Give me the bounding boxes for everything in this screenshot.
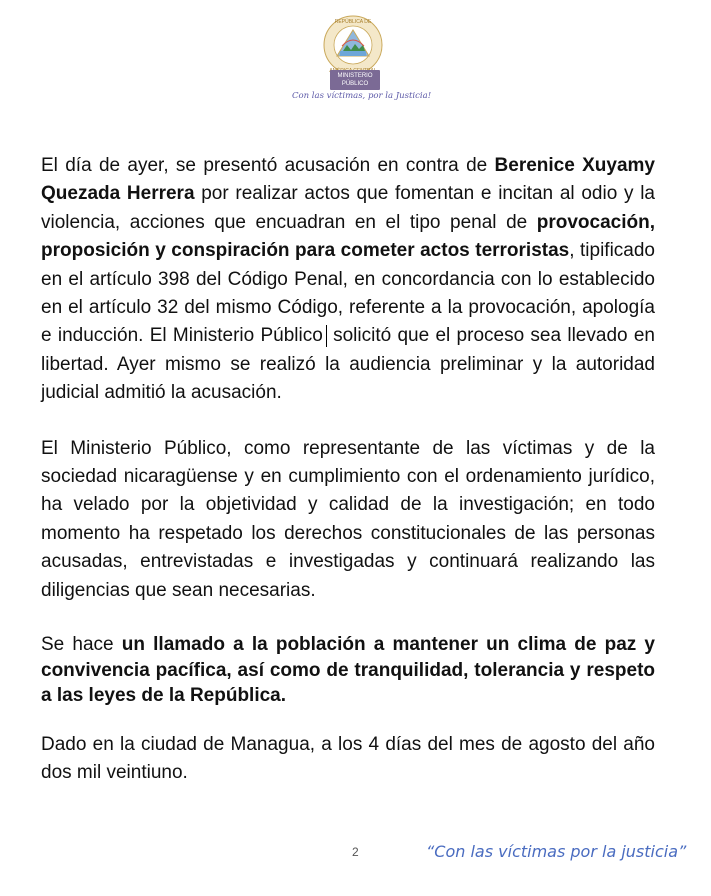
header-motto: Con las víctimas, por la Justicia! xyxy=(292,91,432,101)
paragraph-call-to-peace xyxy=(41,632,655,709)
paragraph-ministry-role: El Ministerio Público, como representante de las víctimas y de la sociedad nicaragüense y en cumplimiento con el ordenamiento jurídico, ha velado por la objetividad y calidad de la investigación; en todo momento ha respetado los derechos constitucionales de las personas acusadas, entrevistadas e investigadas y continuará realizando las diligencias que sean necesarias. xyxy=(41,437,655,601)
press-release-body xyxy=(41,152,655,787)
p1-text-2: por realizar actos que fomentan e incitan al odio y la violencia, acciones que encuadran en el tipo penal de xyxy=(41,183,655,233)
ministry-badge xyxy=(330,70,380,90)
p1-text-4: solicitó que el proceso sea llevado en libertad. Ayer mismo se realizó la audiencia preliminar y la autoridad judicial admitió la acusación. xyxy=(41,325,656,404)
p1-text-1: El día de ayer, se presentó acusación en contra de xyxy=(41,155,495,176)
crime-type: provocación, proposición y conspiración para cometer actos terroristas xyxy=(41,211,655,262)
p3-text-1: Se hace xyxy=(41,634,122,656)
footer-motto: “Con las víctimas por la justicia” xyxy=(426,842,687,861)
paragraph-accusation xyxy=(41,152,655,408)
svg-text:REPÚBLICA DE: REPÚBLICA DE xyxy=(334,19,372,25)
p1-text-3: , tipificado en el artículo 398 del Código Penal, en concordancia con lo establecido en el artículo 32 del mismo Código, referente a la provocación, apología e inducción. El Ministerio Público xyxy=(41,240,656,347)
coat-of-arms-seal-icon xyxy=(322,14,384,76)
ministry-logo xyxy=(290,14,432,106)
page-number: 2 xyxy=(352,845,359,859)
ministry-line2: PÚBLICO xyxy=(341,81,369,87)
ministry-line1: MINISTERIO xyxy=(337,73,373,79)
call-to-peace-bold: un llamado a la población a mantener un clima de paz y convivencia pacífica, así como de tranquilidad, tolerancia y respeto a las leyes de la República. xyxy=(41,634,655,707)
paragraph-date-place: Dado en la ciudad de Managua, a los 4 días del mes de agosto del año dos mil veintiuno. xyxy=(41,733,655,783)
accused-name: Berenice Xuyamy Quezada Herrera xyxy=(41,155,655,205)
